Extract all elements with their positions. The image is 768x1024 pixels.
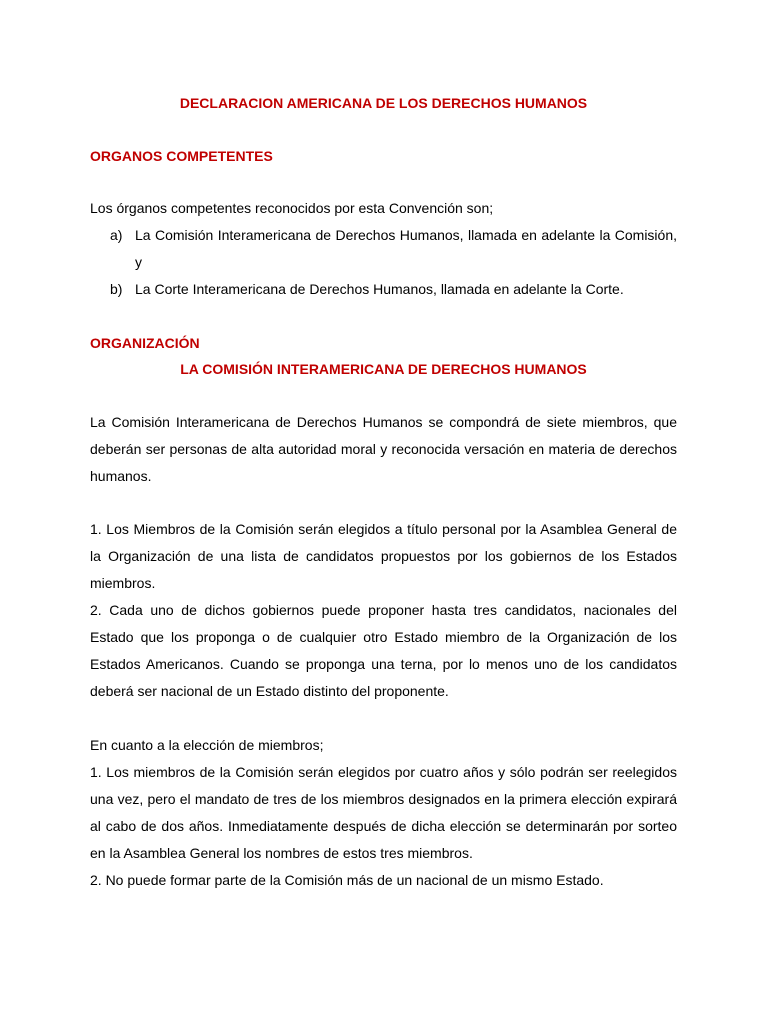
list-marker: a) (110, 227, 123, 243)
list-item (90, 276, 677, 303)
section-heading-organizacion: ORGANIZACIÓN (90, 335, 200, 351)
miembros-paragraph-1: 1. Los Miembros de la Comisión serán elegidos a título personal por la Asamblea General de la Organización de una lista de candidatos propuestos por los gobiernos de los Estados miembros. (90, 521, 677, 591)
organos-list (90, 222, 677, 303)
document-title: DECLARACION AMERICANA DE LOS DERECHOS HUMANOS (179, 95, 588, 111)
election-paragraph-1: 1. Los miembros de la Comisión serán elegidos por cuatro años y sólo podrán ser reelegidos una vez, pero el mandato de tres de los miembros designados en la primera elección expirará al cabo de dos años. Inmediatamente después de dicha elección se determinarán por sorteo en la Asamblea General los nombres de estos tres miembros. (90, 764, 677, 861)
organos-intro: Los órganos competentes reconocidos por esta Convención son; (90, 200, 494, 216)
election-paragraph-2: 2. No puede formar parte de la Comisión más de un nacional de un mismo Estado. (90, 872, 604, 888)
list-item-text: La Corte Interamericana de Derechos Humanos, llamada en adelante la Corte. (135, 281, 624, 297)
list-item (90, 222, 677, 276)
section-subheading-comision: LA COMISIÓN INTERAMERICANA DE DERECHOS HUMANOS (180, 361, 587, 377)
election-intro: En cuanto a la elección de miembros; (90, 737, 324, 753)
comision-paragraph: La Comisión Interamericana de Derechos Humanos se compondrá de siete miembros, que deberán ser personas de alta autoridad moral y reconocida versación en materia de derechos humanos. (90, 414, 677, 484)
miembros-paragraph-2: 2. Cada uno de dichos gobiernos puede proponer hasta tres candidatos, nacionales del Estado que los proponga o de cualquier otro Estado miembro de la Organización de los Estados Americanos. Cuando se proponga una terna, por lo menos uno de los candidatos deberá ser nacional de un Estado distinto del proponente. (90, 602, 677, 699)
list-marker: b) (110, 281, 123, 297)
section-heading-organos: ORGANOS COMPETENTES (90, 148, 273, 164)
list-item-text: La Comisión Interamericana de Derechos Humanos, llamada en adelante la Comisión, y (135, 227, 677, 270)
